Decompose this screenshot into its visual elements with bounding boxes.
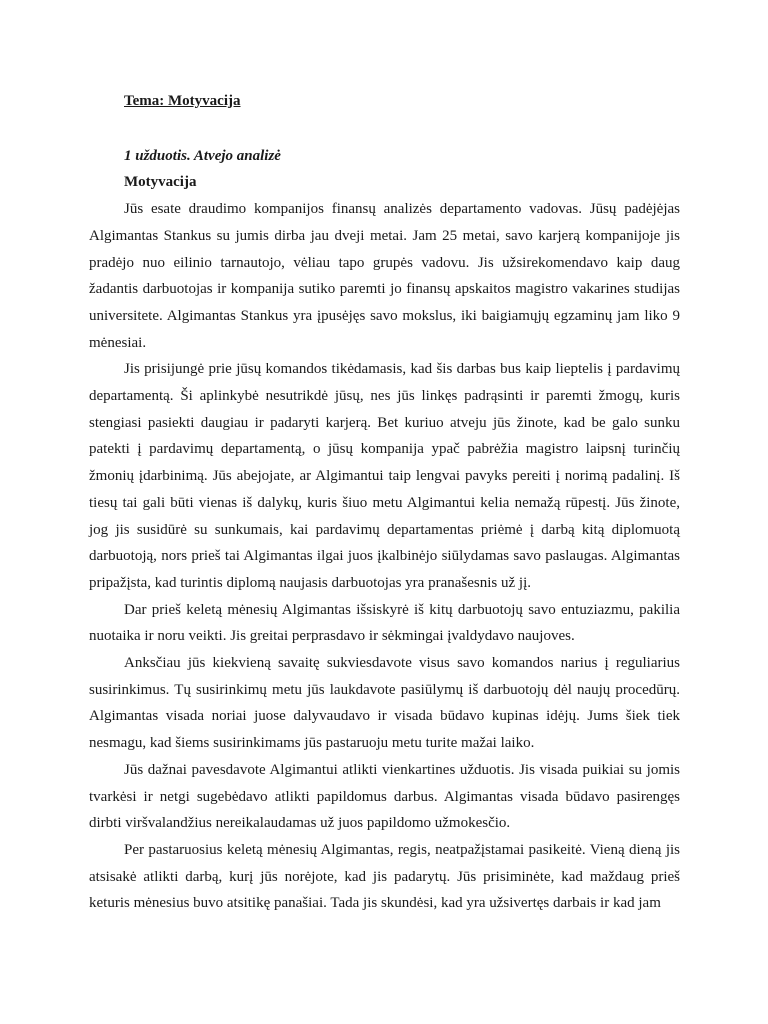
document-page bbox=[89, 88, 680, 917]
paragraph-1: Jūs esate draudimo kompanijos finansų analizės departamento vadovas. Jūsų padėjėjas Algimantas Stankus su jumis dirba jau dveji metai. Jam 25 metai, savo karjerą kompanijoje jis pradėjo nuo eilinio tarnautojo, vėliau tapo grupės vadovu. Jis užsirekomendavo kaip daug žadantis darbuotojas ir kompanija sutiko paremti jo finansų apskaitos magistro vakarines studijas universitete. Algimantas Stankus yra įpusėjęs savo mokslus, iki baigiamųjų egzaminų jam liko 9 mėnesiai. bbox=[89, 201, 680, 351]
paragraph-2: Jis prisijungė prie jūsų komandos tikėdamasis, kad šis darbas bus kaip lieptelis į pardavimų departamentą. Ši aplinkybė nesutrikdė jūsų, nes jūs linkęs padrąsinti ir paremti žmogų, kuris stengiasi pasiekti daugiau ir padaryti karjerą. Bet kuriuo atveju jūs žinote, kad be galo sunku patekti į pardavimų departamentą, o jūsų kompanija ypač pabrėžia magistro laipsnį turinčių žmonių įdarbinimą. Jūs abejojate, ar Algimantui taip lengvai pavyks pereiti į norimą padalinį. Iš tiesų tai gali būti vienas iš dalykų, kuris šiuo metu Algimantui kelia nemažą rūpestį. Jūs žinote, jog jis susidūrė su sunkumais, kai pardavimų departamentas priėmė į darbą kitą diplomuotą darbuotoją, nors prieš tai Algimantas ilgai juos įkalbinėjo siūlydamas savo paslaugas. Algimantas pripažįsta, kad turintis diplomą naujasis darbuotojas yra pranašesnis už jį. bbox=[89, 361, 680, 591]
document-topic: Tema: Motyvacija bbox=[124, 93, 241, 109]
paragraph-4: Anksčiau jūs kiekvieną savaitę sukviesdavote visus savo komandos narius į reguliarius susirinkimus. Tų susirinkimų metu jūs laukdavote pasiūlymų iš darbuotojų dėl naujų procedūrų. Algimantas visada noriai juose dalyvaudavo ir visada būdavo kupinas idėjų. Jums šiek tiek nesmagu, kad šiems susirinkimams jūs pastaruoju metu turite mažai laiko. bbox=[89, 655, 680, 752]
task-heading: 1 užduotis. Atvejo analizė bbox=[124, 147, 281, 164]
paragraph-5: Jūs dažnai pavesdavote Algimantui atlikti vienkartines užduotis. Jis visada puikiai su jomis tvarkėsi ir netgi sugebėdavo atlikti papildomus darbus. Algimantas visada būdavo pasirengęs dirbti viršvalandžius nereikalaudamas už juos papildomo užmokesčio. bbox=[89, 761, 680, 832]
section-subheading: Motyvacija bbox=[124, 174, 197, 191]
paragraph-3: Dar prieš keletą mėnesių Algimantas išsiskyrė iš kitų darbuotojų savo entuziazmu, pakilia nuotaika ir noru veikti. Jis greitai perprasdavo ir sėkmingai įvaldydavo naujoves. bbox=[89, 601, 680, 645]
paragraph-6: Per pastaruosius keletą mėnesių Algimantas, regis, neatpažįstamai pasikeitė. Vieną dieną jis atsisakė atlikti darbą, kurį jūs norėjote, kad jis padarytų. Jūs prisiminėte, kad maždaug prieš keturis mėnesius buvo atsitikę panašiai. Tada jis skundėsi, kad yra užsivertęs darbais ir kad jam bbox=[89, 841, 680, 912]
